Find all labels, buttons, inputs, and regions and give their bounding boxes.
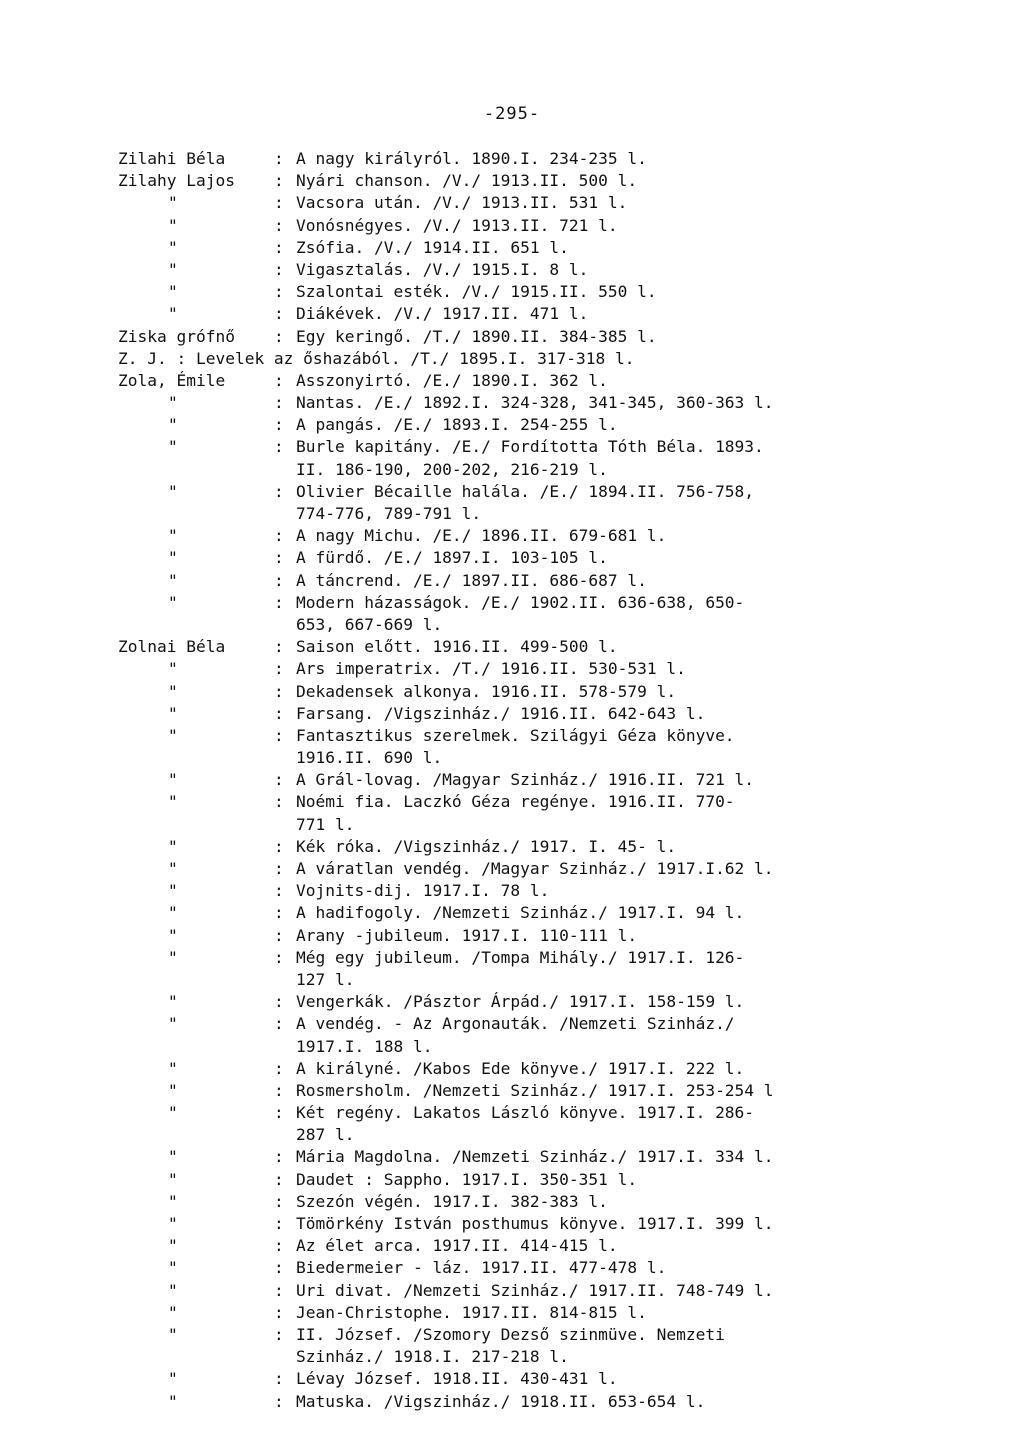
bibliography-entry xyxy=(0,525,1024,547)
separator-colon: : xyxy=(274,1280,284,1300)
ditto-mark: " xyxy=(168,570,178,590)
author-name: Ziska grófnő xyxy=(118,326,235,346)
entry-text: Ars imperatrix. /T./ 1916.II. 530-531 l. xyxy=(296,659,686,679)
entry-text: A vendég. - Az Argonauták. /Nemzeti Szinház./ xyxy=(296,1014,735,1034)
entry-continuation: 653, 667-669 l. xyxy=(296,614,443,634)
entry-text: Vigasztalás. /V./ 1915.I. 8 l. xyxy=(296,259,589,279)
ditto-mark: " xyxy=(168,548,178,568)
ditto-mark: " xyxy=(168,1058,178,1078)
entry-continuation: Szinház./ 1918.I. 217-218 l. xyxy=(296,1347,569,1367)
bibliography-entry xyxy=(0,1302,1024,1324)
entry-text: Jean-Christophe. 1917.II. 814-815 l. xyxy=(296,1302,647,1322)
bibliography-entry xyxy=(0,259,1024,281)
bibliography-entry xyxy=(0,547,1024,569)
ditto-mark: " xyxy=(168,1391,178,1411)
entry-continuation: 771 l. xyxy=(296,814,355,834)
separator-colon: : xyxy=(274,370,284,390)
entry-text: Olivier Bécaille halála. /E./ 1894.II. 756-758, xyxy=(296,481,755,501)
entry-text: Lévay József. 1918.II. 430-431 l. xyxy=(296,1369,618,1389)
ditto-mark: " xyxy=(168,1191,178,1211)
entry-text: Az élet arca. 1917.II. 414-415 l. xyxy=(296,1236,618,1256)
bibliography-entry xyxy=(0,348,1024,370)
separator-colon: : xyxy=(274,526,284,546)
separator-colon: : xyxy=(274,282,284,302)
bibliography-entry xyxy=(0,1169,1024,1191)
separator-colon: : xyxy=(274,659,284,679)
bibliography-entry xyxy=(0,414,1024,436)
bibliography-entry xyxy=(0,791,1024,813)
ditto-mark: " xyxy=(168,1080,178,1100)
ditto-mark: " xyxy=(168,415,178,435)
ditto-mark: " xyxy=(168,1258,178,1278)
bibliography-entry xyxy=(0,814,1024,836)
entry-text: Burle kapitány. /E./ Fordította Tóth Béla. 1893. xyxy=(296,437,764,457)
ditto-mark: " xyxy=(168,1103,178,1123)
entry-text: Vacsora után. /V./ 1913.II. 531 l. xyxy=(296,193,628,213)
bibliography-entry xyxy=(0,1146,1024,1168)
bibliography-entry xyxy=(0,1346,1024,1368)
separator-colon: : xyxy=(274,859,284,878)
separator-colon: : xyxy=(274,259,284,279)
bibliography-entry xyxy=(0,592,1024,614)
separator-colon: : xyxy=(274,1369,284,1389)
separator-colon: : xyxy=(274,1302,284,1322)
bibliography-entry xyxy=(0,326,1024,348)
bibliography-entry xyxy=(0,1391,1024,1413)
bibliography-entry xyxy=(0,1036,1024,1058)
ditto-mark: " xyxy=(168,1324,178,1344)
bibliography-entry xyxy=(0,1324,1024,1346)
entry-continuation: 1916.II. 690 l. xyxy=(296,748,443,768)
author-name: Zolnai Béla xyxy=(118,637,226,657)
ditto-mark: " xyxy=(168,259,178,279)
entry-continuation: 127 l. xyxy=(296,969,355,989)
ditto-mark: " xyxy=(168,437,178,457)
bibliography-entry xyxy=(0,1257,1024,1279)
separator-colon: : xyxy=(274,903,284,923)
entry-text: Tömörkény István posthumus könyve. 1917.I. 399 l. xyxy=(296,1214,774,1233)
bibliography-entry xyxy=(0,658,1024,680)
ditto-mark: " xyxy=(168,1236,178,1256)
separator-colon: : xyxy=(274,725,284,745)
entry-continuation: II. 186-190, 200-202, 216-219 l. xyxy=(296,459,608,479)
entry-text: A hadifogoly. /Nemzeti Szinház./ 1917.I. 94 l. xyxy=(296,903,745,923)
ditto-mark: " xyxy=(168,481,178,501)
bibliography-entry xyxy=(0,925,1024,947)
ditto-mark: " xyxy=(168,681,178,701)
bibliography-entry xyxy=(0,902,1024,924)
separator-colon: : xyxy=(274,1258,284,1278)
entry-text: A Grál-lovag. /Magyar Szinház./ 1916.II. 721 l. xyxy=(296,770,755,790)
bibliography-entry xyxy=(0,503,1024,525)
bibliography-entry xyxy=(0,703,1024,725)
bibliography-entry xyxy=(0,1213,1024,1235)
entry-text: Rosmersholm. /Nemzeti Szinház./ 1917.I. 253-254 l xyxy=(296,1080,774,1100)
separator-colon: : xyxy=(274,304,284,324)
ditto-mark: " xyxy=(168,282,178,302)
author-name: Zola, Émile xyxy=(118,370,226,390)
separator-colon: : xyxy=(274,592,284,612)
separator-colon: : xyxy=(274,415,284,435)
bibliography-entry xyxy=(0,303,1024,325)
ditto-mark: " xyxy=(168,903,178,923)
entry-text: Nyári chanson. /V./ 1913.II. 500 l. xyxy=(296,171,638,191)
entry-text: Asszonyirtó. /E./ 1890.I. 362 l. xyxy=(296,370,608,390)
ditto-mark: " xyxy=(168,1169,178,1189)
bibliography-entry xyxy=(0,237,1024,259)
bibliography-entry xyxy=(0,215,1024,237)
bibliography-entry xyxy=(0,858,1024,880)
entry-text: Diákévek. /V./ 1917.II. 471 l. xyxy=(296,304,589,324)
bibliography-entry xyxy=(0,370,1024,392)
entry-text: Saison előtt. 1916.II. 499-500 l. xyxy=(296,637,618,657)
separator-colon: : xyxy=(274,1391,284,1411)
entry-text: Matuska. /Vigszinház./ 1918.II. 653-654 l. xyxy=(296,1391,706,1411)
ditto-mark: " xyxy=(168,925,178,945)
entry-text: Z. J. : Levelek az őshazából. /T./ 1895.I. 317-318 l. xyxy=(118,348,635,368)
bibliography-entry xyxy=(0,570,1024,592)
bibliography-entry xyxy=(0,1124,1024,1146)
ditto-mark: " xyxy=(168,237,178,257)
entry-text: Daudet : Sappho. 1917.I. 350-351 l. xyxy=(296,1169,638,1189)
bibliography-entry xyxy=(0,969,1024,991)
entry-text: Modern házasságok. /E./ 1902.II. 636-638, 650- xyxy=(296,592,745,612)
separator-colon: : xyxy=(274,149,284,168)
separator-colon: : xyxy=(274,548,284,568)
separator-colon: : xyxy=(274,1147,284,1167)
bibliography-entry xyxy=(0,747,1024,769)
entry-text: Két regény. Lakatos László könyve. 1917.I. 286- xyxy=(296,1103,755,1123)
separator-colon: : xyxy=(274,1214,284,1233)
separator-colon: : xyxy=(274,437,284,457)
bibliography-entry xyxy=(0,880,1024,902)
page-number: -295- xyxy=(483,104,541,124)
ditto-mark: " xyxy=(168,992,178,1012)
entry-text: Dekadensek alkonya. 1916.II. 578-579 l. xyxy=(296,681,677,701)
separator-colon: : xyxy=(274,947,284,967)
bibliography-entry xyxy=(0,436,1024,458)
entry-continuation: 287 l. xyxy=(296,1125,355,1145)
separator-colon: : xyxy=(274,836,284,856)
bibliography-entry xyxy=(0,947,1024,969)
separator-colon: : xyxy=(274,1080,284,1100)
entry-text: Farsang. /Vigszinház./ 1916.II. 642-643 l. xyxy=(296,703,706,723)
separator-colon: : xyxy=(274,703,284,723)
ditto-mark: " xyxy=(168,659,178,679)
bibliography-entry xyxy=(0,281,1024,303)
bibliography-entry xyxy=(0,459,1024,481)
bibliography-entry xyxy=(0,481,1024,503)
separator-colon: : xyxy=(274,881,284,901)
entry-text: A táncrend. /E./ 1897.II. 686-687 l. xyxy=(296,570,647,590)
separator-colon: : xyxy=(274,637,284,657)
entry-continuation: 774-776, 789-791 l. xyxy=(296,504,482,523)
entry-text: A nagy királyról. 1890.I. 234-235 l. xyxy=(296,149,647,168)
entry-text: Biedermeier - láz. 1917.II. 477-478 l. xyxy=(296,1258,667,1278)
bibliography-entry xyxy=(0,1102,1024,1124)
bibliography-entry xyxy=(0,614,1024,636)
ditto-mark: " xyxy=(168,770,178,790)
ditto-mark: " xyxy=(168,836,178,856)
entry-text: Nantas. /E./ 1892.I. 324-328, 341-345, 360-363 l. xyxy=(296,393,774,413)
entry-text: A pangás. /E./ 1893.I. 254-255 l. xyxy=(296,415,618,435)
bibliography-entry xyxy=(0,991,1024,1013)
entry-text: Mária Magdolna. /Nemzeti Szinház./ 1917.I. 334 l. xyxy=(296,1147,774,1167)
ditto-mark: " xyxy=(168,1014,178,1034)
separator-colon: : xyxy=(274,171,284,191)
separator-colon: : xyxy=(274,992,284,1012)
ditto-mark: " xyxy=(168,792,178,812)
bibliography-entry xyxy=(0,1191,1024,1213)
ditto-mark: " xyxy=(168,881,178,901)
ditto-mark: " xyxy=(168,1214,178,1233)
ditto-mark: " xyxy=(168,193,178,213)
author-name: Zilahi Béla xyxy=(118,149,226,168)
entry-text: A királyné. /Kabos Ede könyve./ 1917.I. 222 l. xyxy=(296,1058,745,1078)
entry-text: Vojnits-dij. 1917.I. 78 l. xyxy=(296,881,550,901)
entry-continuation: 1917.I. 188 l. xyxy=(296,1036,433,1056)
separator-colon: : xyxy=(274,393,284,413)
separator-colon: : xyxy=(274,1236,284,1256)
entry-text: Szezón végén. 1917.I. 382-383 l. xyxy=(296,1191,608,1211)
ditto-mark: " xyxy=(168,1369,178,1389)
bibliography-entry xyxy=(0,725,1024,747)
bibliography-entry xyxy=(0,392,1024,414)
bibliography-entry xyxy=(0,1058,1024,1080)
separator-colon: : xyxy=(274,1169,284,1189)
ditto-mark: " xyxy=(168,1280,178,1300)
entry-text: Arany -jubileum. 1917.I. 110-111 l. xyxy=(296,925,638,945)
bibliography-entry xyxy=(0,836,1024,858)
separator-colon: : xyxy=(274,1103,284,1123)
separator-colon: : xyxy=(274,326,284,346)
ditto-mark: " xyxy=(168,304,178,324)
bibliography-entry xyxy=(0,1280,1024,1302)
ditto-mark: " xyxy=(168,215,178,235)
separator-colon: : xyxy=(274,570,284,590)
ditto-mark: " xyxy=(168,393,178,413)
bibliography-entry xyxy=(0,636,1024,658)
bibliography-entry xyxy=(0,192,1024,214)
separator-colon: : xyxy=(274,1014,284,1034)
separator-colon: : xyxy=(274,681,284,701)
entry-text: II. József. /Szomory Dezső szinmüve. Nemzeti xyxy=(296,1324,725,1344)
entry-text: Szalontai esték. /V./ 1915.II. 550 l. xyxy=(296,282,657,302)
entry-text: A nagy Michu. /E./ 1896.II. 679-681 l. xyxy=(296,526,667,546)
bibliography-entry xyxy=(0,1080,1024,1102)
entry-text: Kék róka. /Vigszinház./ 1917. I. 45- l. xyxy=(296,836,677,856)
separator-colon: : xyxy=(274,481,284,501)
separator-colon: : xyxy=(274,193,284,213)
ditto-mark: " xyxy=(168,725,178,745)
separator-colon: : xyxy=(274,1191,284,1211)
ditto-mark: " xyxy=(168,859,178,878)
entry-text: Vengerkák. /Pásztor Árpád./ 1917.I. 158-159 l. xyxy=(296,992,745,1012)
entry-text: Uri divat. /Nemzeti Szinház./ 1917.II. 748-749 l. xyxy=(296,1280,774,1300)
entry-text: Fantasztikus szerelmek. Szilágyi Géza könyve. xyxy=(296,725,735,745)
entry-text: A fürdő. /E./ 1897.I. 103-105 l. xyxy=(296,548,608,568)
entry-text: Noémi fia. Laczkó Géza regénye. 1916.II. 770- xyxy=(296,792,735,812)
author-name: Zilahy Lajos xyxy=(118,171,235,191)
ditto-mark: " xyxy=(168,703,178,723)
ditto-mark: " xyxy=(168,1147,178,1167)
bibliography-entry xyxy=(0,1013,1024,1035)
separator-colon: : xyxy=(274,770,284,790)
bibliography-entry xyxy=(0,769,1024,791)
entry-text: Még egy jubileum. /Tompa Mihály./ 1917.I. 126- xyxy=(296,947,745,967)
separator-colon: : xyxy=(274,792,284,812)
separator-colon: : xyxy=(274,1058,284,1078)
bibliography-entry xyxy=(0,148,1024,170)
ditto-mark: " xyxy=(168,1302,178,1322)
separator-colon: : xyxy=(274,1324,284,1344)
bibliography-entry xyxy=(0,170,1024,192)
entry-text: Vonósnégyes. /V./ 1913.II. 721 l. xyxy=(296,215,618,235)
entry-text: Zsófia. /V./ 1914.II. 651 l. xyxy=(296,237,569,257)
ditto-mark: " xyxy=(168,947,178,967)
bibliography-entry xyxy=(0,681,1024,703)
bibliography-entry xyxy=(0,1368,1024,1390)
entry-text: A váratlan vendég. /Magyar Szinház./ 1917.I.62 l. xyxy=(296,859,774,878)
separator-colon: : xyxy=(274,237,284,257)
separator-colon: : xyxy=(274,925,284,945)
bibliography-list xyxy=(0,148,1024,1413)
ditto-mark: " xyxy=(168,526,178,546)
bibliography-entry xyxy=(0,1235,1024,1257)
separator-colon: : xyxy=(274,215,284,235)
ditto-mark: " xyxy=(168,592,178,612)
entry-text: Egy keringő. /T./ 1890.II. 384-385 l. xyxy=(296,326,657,346)
